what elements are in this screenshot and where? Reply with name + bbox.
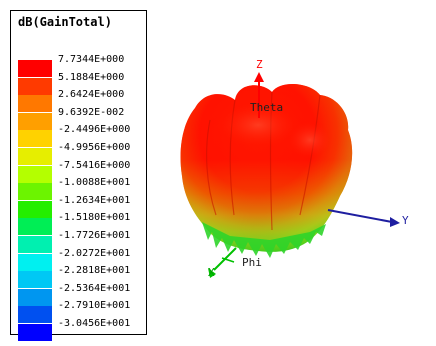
theta-label: Theta — [250, 101, 284, 114]
phi-label: Phi — [242, 256, 262, 269]
lobe-highlight-2 — [288, 122, 332, 158]
legend-value: -7.5416E+000 — [58, 159, 131, 171]
legend-swatch — [18, 166, 52, 183]
legend-value: -4.9956E+000 — [58, 142, 131, 153]
legend-swatch — [18, 113, 52, 130]
legend-swatch — [18, 289, 52, 306]
legend-value: -3.0456E+001 — [58, 318, 131, 329]
legend-title: dB(GainTotal) — [18, 15, 112, 29]
legend-swatch — [18, 218, 52, 235]
legend-swatch — [18, 60, 52, 77]
legend-swatch — [18, 130, 52, 147]
z-axis-label: Z — [256, 58, 263, 71]
legend-value: -2.2818E+001 — [58, 265, 131, 277]
legend-value: 5.1884E+000 — [58, 71, 125, 83]
legend-value: 7.7344E+000 — [58, 54, 125, 65]
legend-value: -2.0272E+001 — [58, 247, 131, 259]
z-axis-arrow — [254, 72, 264, 82]
legend-swatch — [18, 183, 52, 200]
legend-swatch — [18, 148, 52, 165]
legend-swatch — [18, 306, 52, 323]
legend-value: 9.6392E-002 — [58, 106, 125, 118]
y-axis-label: Y — [402, 214, 409, 227]
legend-value: -2.5364E+001 — [58, 282, 131, 294]
legend-value: -1.7726E+001 — [58, 230, 131, 241]
legend-value: -1.0088E+001 — [58, 177, 131, 189]
legend-value: -1.2634E+001 — [58, 194, 131, 206]
y-axis-line — [328, 210, 392, 222]
legend-swatch — [18, 78, 52, 95]
legend-swatch — [18, 95, 52, 112]
y-axis-arrow — [390, 217, 400, 227]
color-legend — [10, 10, 147, 335]
x-axis-label: X — [208, 266, 215, 279]
legend-swatch — [18, 271, 52, 288]
legend-swatch — [18, 236, 52, 253]
legend-value: 2.6424E+000 — [58, 89, 125, 101]
legend-swatch — [18, 254, 52, 271]
legend-swatch — [18, 201, 52, 218]
legend-swatch — [18, 324, 52, 341]
legend-value: -1.5180E+001 — [58, 212, 131, 224]
legend-value: -2.4496E+000 — [58, 124, 131, 136]
radiation-pattern-view[interactable] — [150, 0, 436, 346]
pattern-3d-plot[interactable] — [150, 0, 436, 346]
legend-value: -2.7910E+001 — [58, 300, 131, 312]
